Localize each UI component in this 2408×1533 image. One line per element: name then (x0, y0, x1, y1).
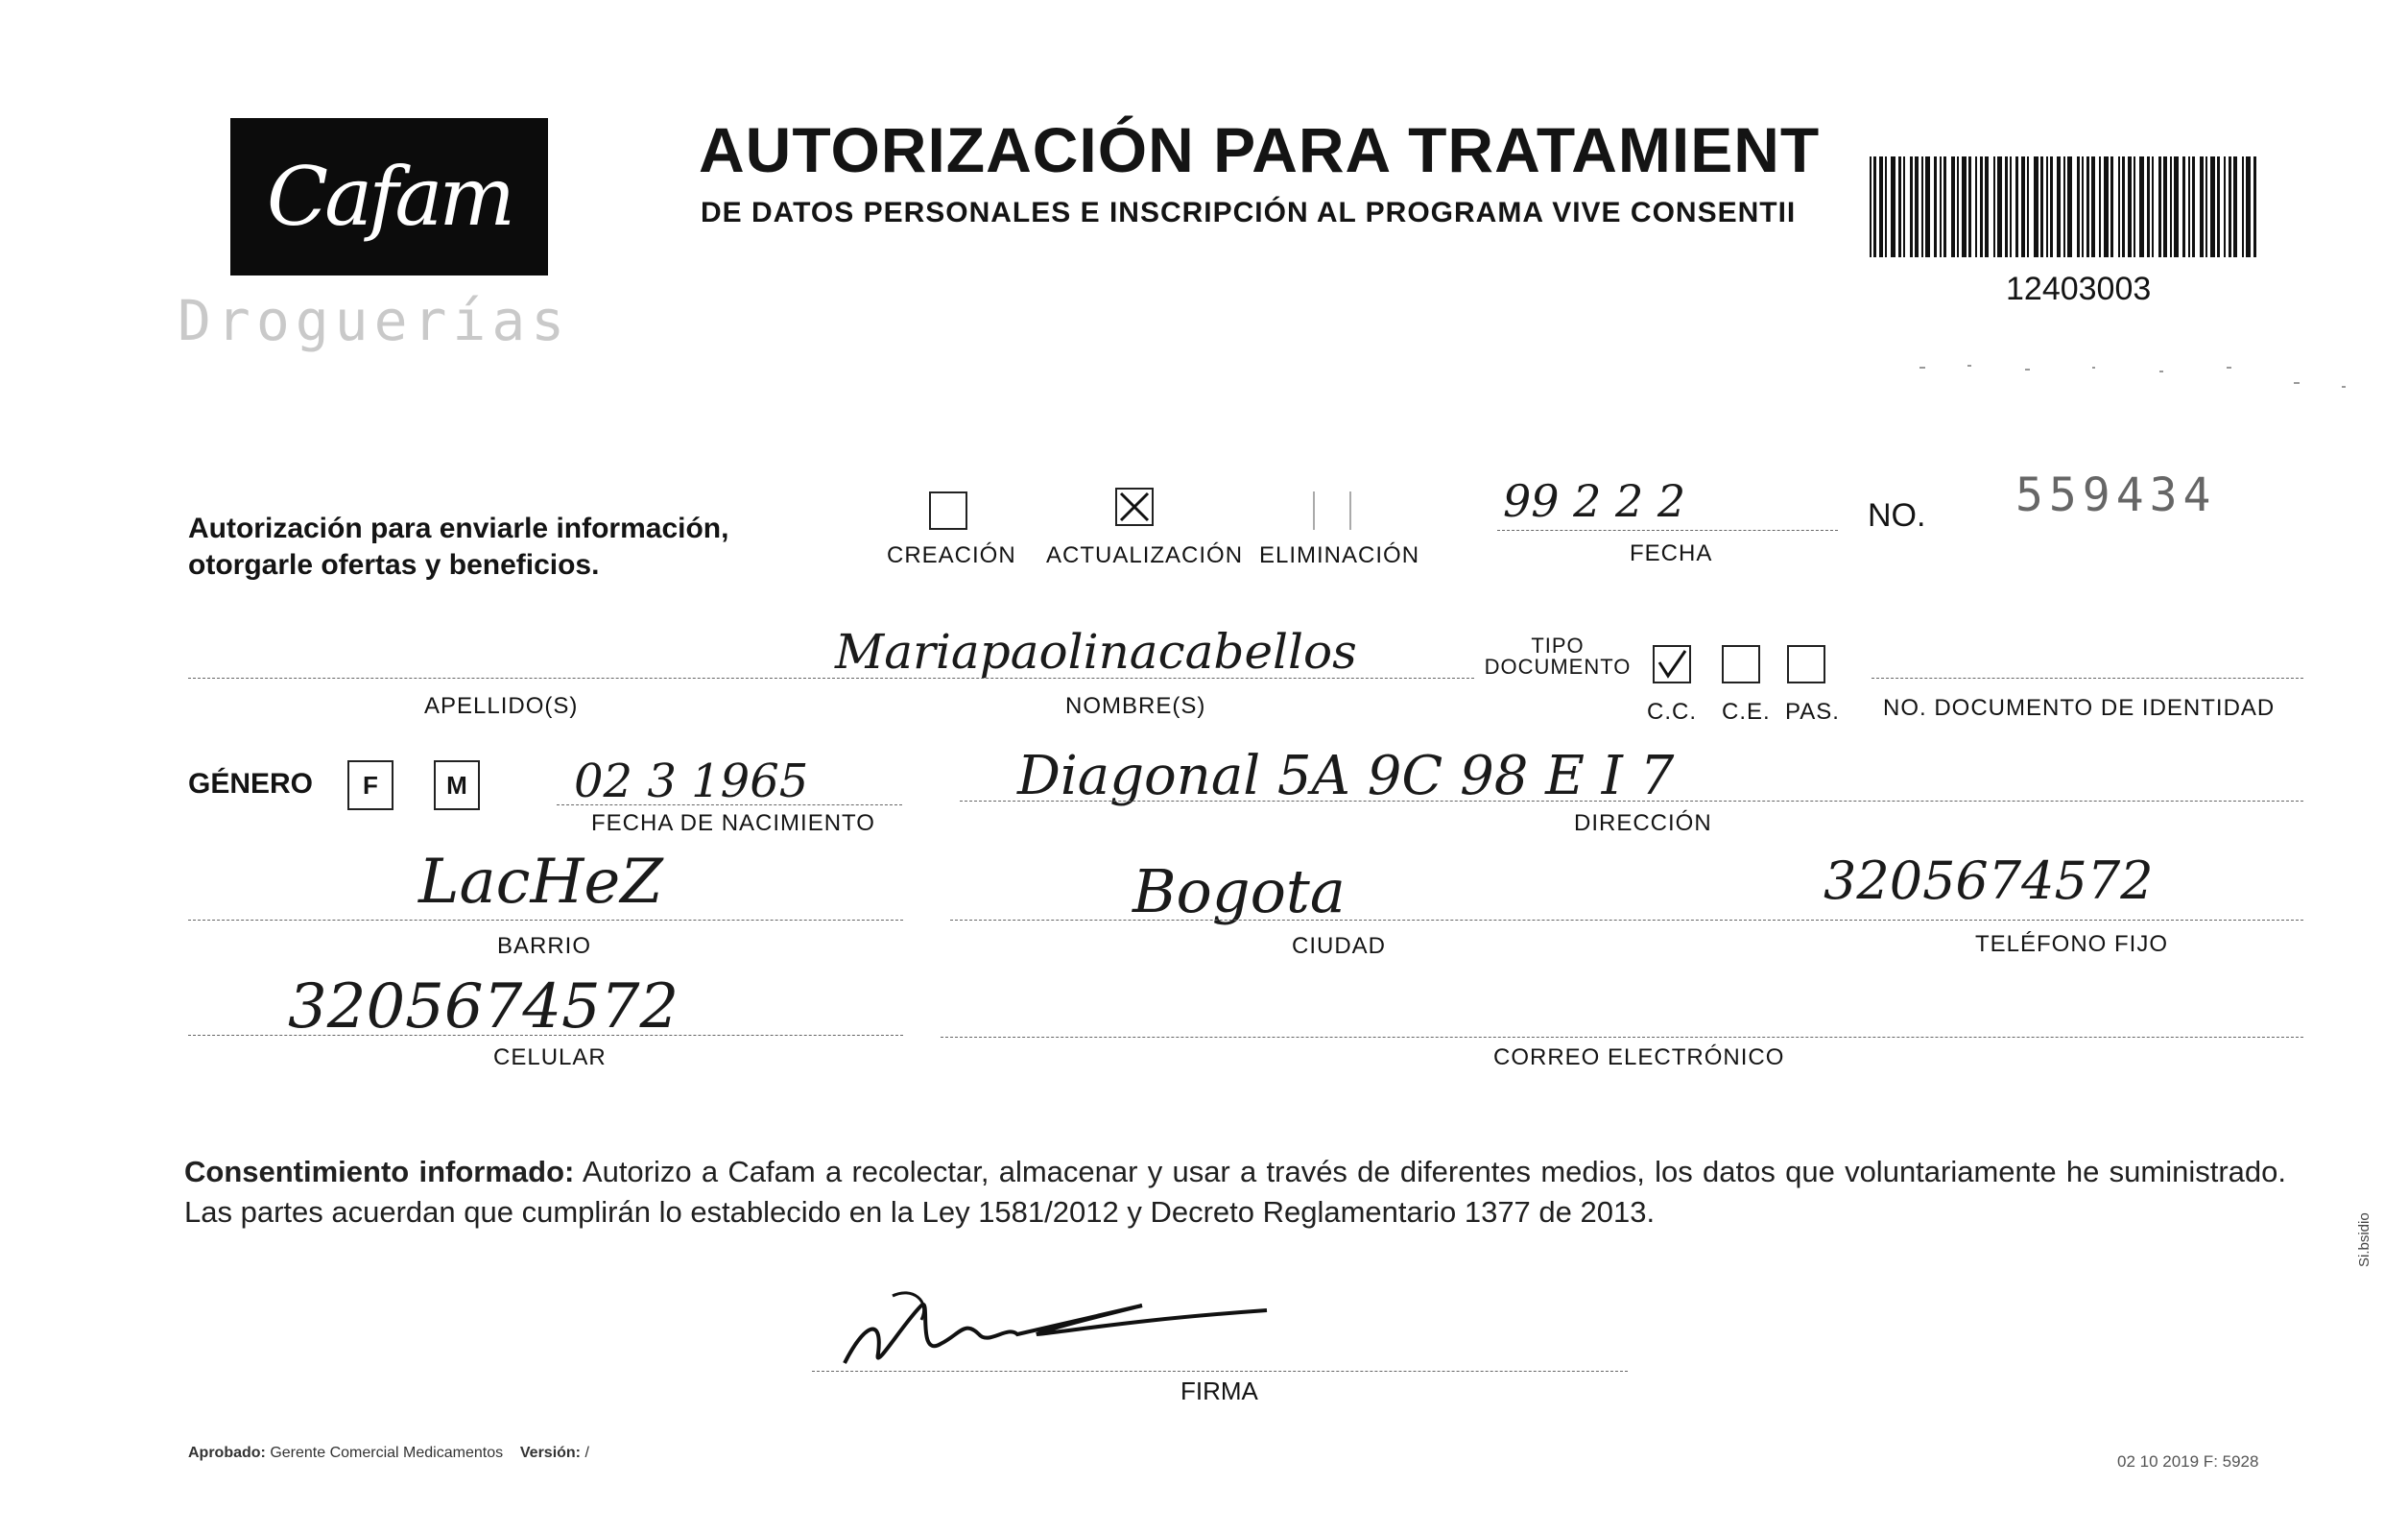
barcode-bar (1997, 156, 2002, 257)
direccion-line (960, 801, 2303, 802)
barcode-icon (1870, 156, 2263, 257)
version-value: / (584, 1445, 589, 1461)
genero-m-box[interactable]: M (434, 760, 480, 810)
barcode-number: 12403003 (2006, 271, 2152, 307)
barcode-bar (2034, 156, 2038, 257)
genero-label: GÉNERO (188, 768, 314, 800)
barcode-bar (2170, 156, 2172, 257)
ciudad-label: CIUDAD (1292, 933, 1387, 959)
ciudad-value[interactable]: Bogota (1132, 856, 1346, 926)
barcode-bar (2010, 156, 2012, 257)
form-title: AUTORIZACIÓN PARA TRATAMIENT (699, 114, 1821, 185)
barcode-bar (2027, 156, 2029, 257)
barcode-bar (2057, 156, 2061, 257)
barcode-bar (2152, 156, 2154, 257)
eliminacion-checkbox[interactable] (1313, 491, 1351, 530)
no-documento-label: NO. DOCUMENTO DE IDENTIDAD (1883, 695, 2276, 721)
celular-label: CELULAR (493, 1044, 607, 1070)
barrio-line (188, 920, 903, 921)
nombres-value[interactable]: Mariapaolinacabellos (835, 624, 1357, 680)
nombres-label: NOMBRE(S) (1065, 693, 1206, 719)
barcode-bar (1873, 156, 1876, 257)
barcode-bar (1885, 156, 1887, 257)
barcode-bar (1993, 156, 1995, 257)
creacion-checkbox[interactable] (929, 491, 967, 530)
barcode-bar (1985, 156, 1989, 257)
barcode-bar (2082, 156, 2084, 257)
form-subtitle: DE DATOS PERSONALES E INSCRIPCIÓN AL PROGRAMA VIVE CONSENTII (701, 197, 1797, 228)
actualizacion-checkbox[interactable] (1115, 488, 1154, 526)
fecha-nacimiento-value[interactable]: 02 3 1965 (574, 755, 809, 808)
barcode-bar (2147, 156, 2150, 257)
direccion-value[interactable]: Diagonal 5A 9C 98 E I 7 (1017, 745, 1675, 807)
barcode-bar (2091, 156, 2095, 257)
barcode-bar (1980, 156, 1983, 257)
barcode-bar (2158, 156, 2161, 257)
version-label: Versión: (519, 1445, 582, 1461)
barcode-bar (2110, 156, 2113, 257)
barcode-bar (2253, 156, 2256, 257)
barcode-bar (2015, 156, 2018, 257)
barcode-bar (2163, 156, 2167, 257)
barrio-label: BARRIO (497, 933, 592, 959)
barcode-bar (2182, 156, 2185, 257)
genero-f-box[interactable]: F (347, 760, 393, 810)
direccion-label: DIRECCIÓN (1574, 810, 1712, 836)
fecha-nacimiento-line (557, 804, 902, 805)
barcode-bar (1943, 156, 1946, 257)
fecha-label: FECHA (1630, 540, 1713, 566)
correo-line (941, 1037, 2303, 1038)
barcode-bar (1921, 156, 1923, 257)
celular-line (188, 1035, 903, 1036)
barcode-bar (2188, 156, 2190, 257)
check-mark-icon (1657, 649, 1687, 680)
celular-value[interactable]: 3205674572 (288, 971, 679, 1042)
barcode-bar (2217, 156, 2220, 257)
barcode-bar (2086, 156, 2089, 257)
x-mark-icon (1119, 491, 1150, 522)
barcode-bar (1925, 156, 1930, 257)
barcode-bar (2205, 156, 2207, 257)
barcode-bar (1940, 156, 1942, 257)
barcode-bar (1898, 156, 1901, 257)
barcode-bar (2233, 156, 2237, 257)
consent-heading: Consentimiento informado: (184, 1155, 575, 1188)
barcode-bar (2046, 156, 2048, 257)
barcode-bar (1870, 156, 1872, 257)
telefono-line (1739, 920, 2303, 921)
fecha-value: 99 2 2 2 (1503, 475, 1686, 527)
barcode-bar (2050, 156, 2053, 257)
barcode-bar (2099, 156, 2101, 257)
aprobado-label: Aprobado: (188, 1445, 266, 1461)
barcode-bar (2040, 156, 2043, 257)
barcode-bar (2224, 156, 2226, 257)
barcode-bar (1962, 156, 1967, 257)
cc-label: C.C. (1647, 699, 1697, 725)
footer-approval (188, 1445, 589, 1462)
barrio-value[interactable]: LacHeZ (418, 847, 663, 918)
barcode-bar (1968, 156, 1971, 257)
consent-paragraph (184, 1152, 2286, 1233)
barcode-bar (2242, 156, 2244, 257)
barcode-bar (1891, 156, 1895, 257)
barcode-bar (2200, 156, 2204, 257)
barcode-bar (1975, 156, 1977, 257)
document-number: 559434 (2015, 468, 2217, 522)
barcode-bar (2246, 156, 2251, 257)
fecha-nacimiento-label: FECHA DE NACIMIENTO (591, 810, 875, 836)
firma-line (812, 1371, 1628, 1372)
barcode-bar (1951, 156, 1955, 257)
barcode-bar (2229, 156, 2231, 257)
barcode-bar (1915, 156, 1919, 257)
barcode-bar (2118, 156, 2120, 257)
barcode-bar (1879, 156, 1883, 257)
barcode-bar (2210, 156, 2215, 257)
ciudad-line (950, 920, 1737, 921)
barcode-bar (2139, 156, 2144, 257)
barcode-bar (1910, 156, 1913, 257)
telefono-label: TELÉFONO FIJO (1975, 931, 2169, 957)
barcode-bar (2134, 156, 2135, 257)
actualizacion-label: ACTUALIZACIÓN (1046, 542, 1244, 568)
telefono-value[interactable]: 3205674572 (1824, 850, 2154, 911)
logo-text: Cafam (266, 150, 513, 244)
barcode-bar (2192, 156, 2195, 257)
handwritten-signature (825, 1267, 1286, 1382)
consent-body: Autorizo a Cafam a recolectar, almacenar y usar a través de diferentes medios, los datos que voluntariamente he suministrado. Las partes acuerdan que cumplirán lo establecido en la Ley 1581/2012 y Decreto Reglamentario 1377 de 2013. (184, 1155, 2286, 1229)
barcode-bar (1934, 156, 1937, 257)
cc-checkbox[interactable] (1653, 645, 1691, 683)
barcode-bar (1903, 156, 1905, 257)
ce-label: C.E. (1722, 699, 1771, 725)
fecha-line (1497, 530, 1838, 531)
barcode-bar (2122, 156, 2125, 257)
cafam-logo (230, 118, 548, 275)
correo-label: CORREO ELECTRÓNICO (1493, 1044, 1785, 1070)
barcode-bar (2077, 156, 2080, 257)
footer-date-code: 02 10 2019 F: 5928 (2117, 1452, 2259, 1471)
ce-checkbox[interactable] (1722, 645, 1760, 683)
aprobado-value: Gerente Comercial Medicamentos (270, 1445, 504, 1461)
creacion-label: CREACIÓN (887, 542, 1016, 568)
apellidos-label: APELLIDO(S) (424, 693, 579, 719)
barcode-bar (2104, 156, 2109, 257)
authorization-text: Autorización para enviarle información, otorgarle ofertas y beneficios. (188, 513, 729, 581)
barcode-bar (2063, 156, 2065, 257)
eliminacion-label: ELIMINACIÓN (1259, 542, 1420, 568)
pas-label: PAS. (1785, 699, 1840, 725)
drogueria-logo-text: Droguerías (178, 288, 571, 353)
side-stamp-text: Si.bsidio (2356, 1212, 2372, 1267)
barcode-bar (2005, 156, 2008, 257)
barcode-bar (2021, 156, 2025, 257)
firma-label: FIRMA (1180, 1377, 1258, 1405)
no-label: NO. (1868, 497, 1926, 534)
pas-checkbox[interactable] (1787, 645, 1825, 683)
barcode-bar (1957, 156, 1959, 257)
scan-noise (1910, 357, 2371, 395)
barcode-bar (2067, 156, 2072, 257)
tipo-documento-label: TIPO DOCUMENTO (1484, 634, 1632, 679)
barcode-bar (2128, 156, 2132, 257)
barcode-bar (2174, 156, 2179, 257)
no-documento-line (1872, 678, 2303, 679)
